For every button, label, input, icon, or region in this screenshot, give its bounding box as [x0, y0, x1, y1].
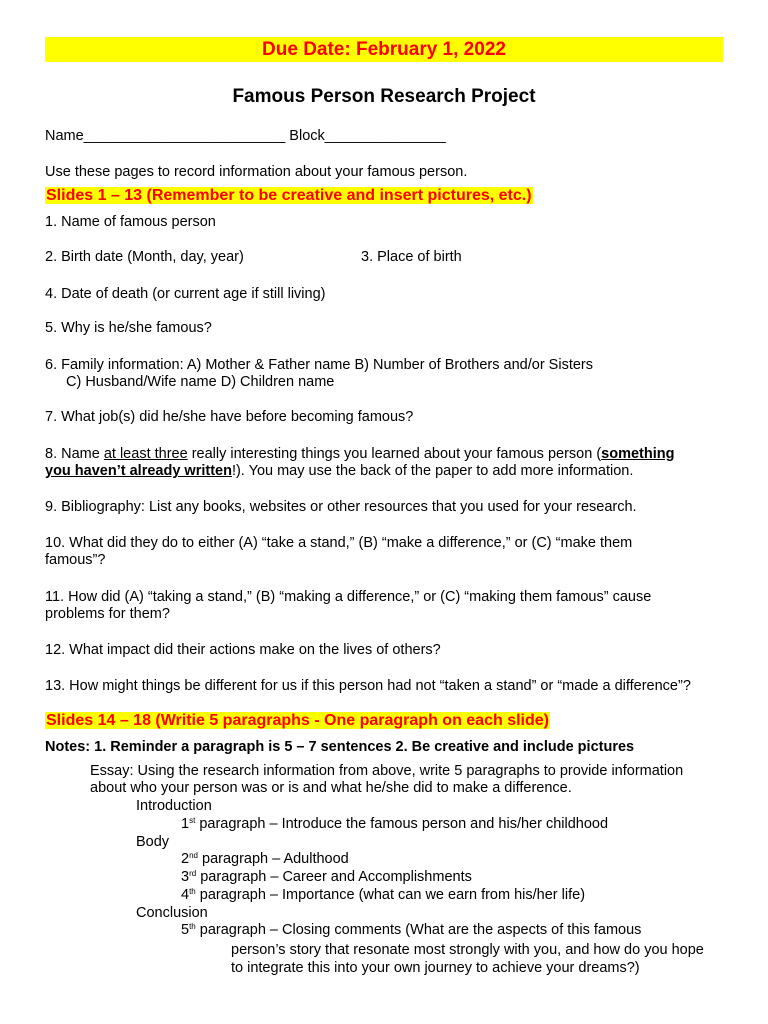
- question-6-line-2: C) Husband/Wife name D) Children name: [66, 374, 335, 390]
- question-8-line-1: [45, 445, 674, 463]
- question-8-underlined: at least three: [103, 446, 188, 462]
- paragraph-3-text: paragraph – Career and Accomplishments: [196, 869, 472, 885]
- paragraph-1-number: 1: [181, 816, 190, 832]
- introduction-label: Introduction: [136, 798, 212, 814]
- essay-line-1: Essay: Using the research information from above, write 5 paragraphs to provide information: [90, 763, 684, 779]
- paragraph-5-text: paragraph – Closing comments (What are the aspects of this famous: [195, 922, 642, 938]
- paragraph-4-text: paragraph – Importance (what can we earn from his/her life): [195, 887, 586, 903]
- question-8-text-2: really interesting things you learned about your famous person (: [187, 446, 602, 462]
- question-13: 13. How might things be different for us if this person had not “taken a stand” or “made a difference”?: [45, 678, 691, 694]
- question-10-line-2: famous”?: [45, 552, 106, 568]
- paragraph-5-number: 5: [181, 922, 190, 938]
- paragraph-2-text: paragraph – Adulthood: [197, 851, 349, 867]
- question-8-emphasis-1: something: [601, 446, 675, 462]
- paragraph-1-ordinal: st: [189, 816, 196, 825]
- name-block-line: Name_________________________ Block_______________: [45, 128, 446, 144]
- question-8-line-2: [45, 462, 633, 480]
- due-date-banner: Due Date: February 1, 2022: [45, 37, 723, 62]
- paragraph-3: [181, 868, 472, 886]
- paragraph-5: [181, 921, 641, 939]
- slides-1-13-label: Slides 1 – 13 (Remember to be creative and insert pictures, etc.): [46, 187, 532, 204]
- slides-14-18-heading: [45, 712, 550, 730]
- page-title: Famous Person Research Project: [232, 86, 536, 107]
- paragraph-1-text: paragraph – Introduce the famous person and his/her childhood: [195, 816, 609, 832]
- question-12: 12. What impact did their actions make on the lives of others?: [45, 642, 441, 658]
- slides-14-18-label: Slides 14 – 18 (Writie 5 paragraphs - One paragraph on each slide): [46, 712, 549, 729]
- question-4: 4. Date of death (or current age if still living): [45, 286, 326, 302]
- question-9: 9. Bibliography: List any books, websites or other resources that you used for your research.: [45, 499, 637, 515]
- paragraph-2: [181, 850, 349, 868]
- question-7: 7. What job(s) did he/she have before becoming famous?: [45, 409, 414, 425]
- question-8-emphasis-2: you haven’t already written: [45, 463, 232, 479]
- question-1: 1. Name of famous person: [45, 214, 216, 230]
- paragraph-5-continuation-2: to integrate this into your own journey to achieve your dreams?): [231, 960, 640, 976]
- paragraph-5-continuation-1: person’s story that resonate most strongly with you, and how do you hope: [231, 942, 704, 958]
- paragraph-4-number: 4: [181, 887, 190, 903]
- question-2: 2. Birth date (Month, day, year): [45, 249, 244, 265]
- intro-text: Use these pages to record information about your famous person.: [45, 164, 468, 180]
- paragraph-2-ordinal: nd: [189, 851, 198, 860]
- question-10-line-1: 10. What did they do to either (A) “take a stand,” (B) “make a difference,” or (C) “make them: [45, 535, 633, 551]
- question-5: 5. Why is he/she famous?: [45, 320, 212, 336]
- question-8-text: 8. Name: [45, 446, 104, 462]
- essay-line-2: about who your person was or is and what he/she did to make a difference.: [90, 780, 572, 796]
- question-11-line-2: problems for them?: [45, 606, 170, 622]
- question-8-text-3: !). You may use the back of the paper to add more information.: [231, 463, 634, 479]
- paragraph-3-number: 3: [181, 869, 190, 885]
- paragraph-4: [181, 886, 585, 904]
- question-6-line-1: 6. Family information: A) Mother & Father name B) Number of Brothers and/or Sisters: [45, 357, 593, 373]
- paragraph-1: [181, 815, 608, 833]
- notes: Notes: 1. Reminder a paragraph is 5 – 7 sentences 2. Be creative and include pictures: [45, 739, 635, 755]
- conclusion-label: Conclusion: [136, 905, 208, 921]
- paragraph-5-ordinal: th: [189, 922, 196, 931]
- paragraph-2-number: 2: [181, 851, 190, 867]
- question-3: 3. Place of birth: [361, 249, 462, 265]
- question-11-line-1: 11. How did (A) “taking a stand,” (B) “making a difference,” or (C) “making them famous” cause: [45, 589, 652, 605]
- body-label: Body: [136, 834, 170, 850]
- slides-1-13-heading: [45, 187, 533, 205]
- paragraph-3-ordinal: rd: [189, 869, 197, 878]
- paragraph-4-ordinal: th: [189, 887, 196, 896]
